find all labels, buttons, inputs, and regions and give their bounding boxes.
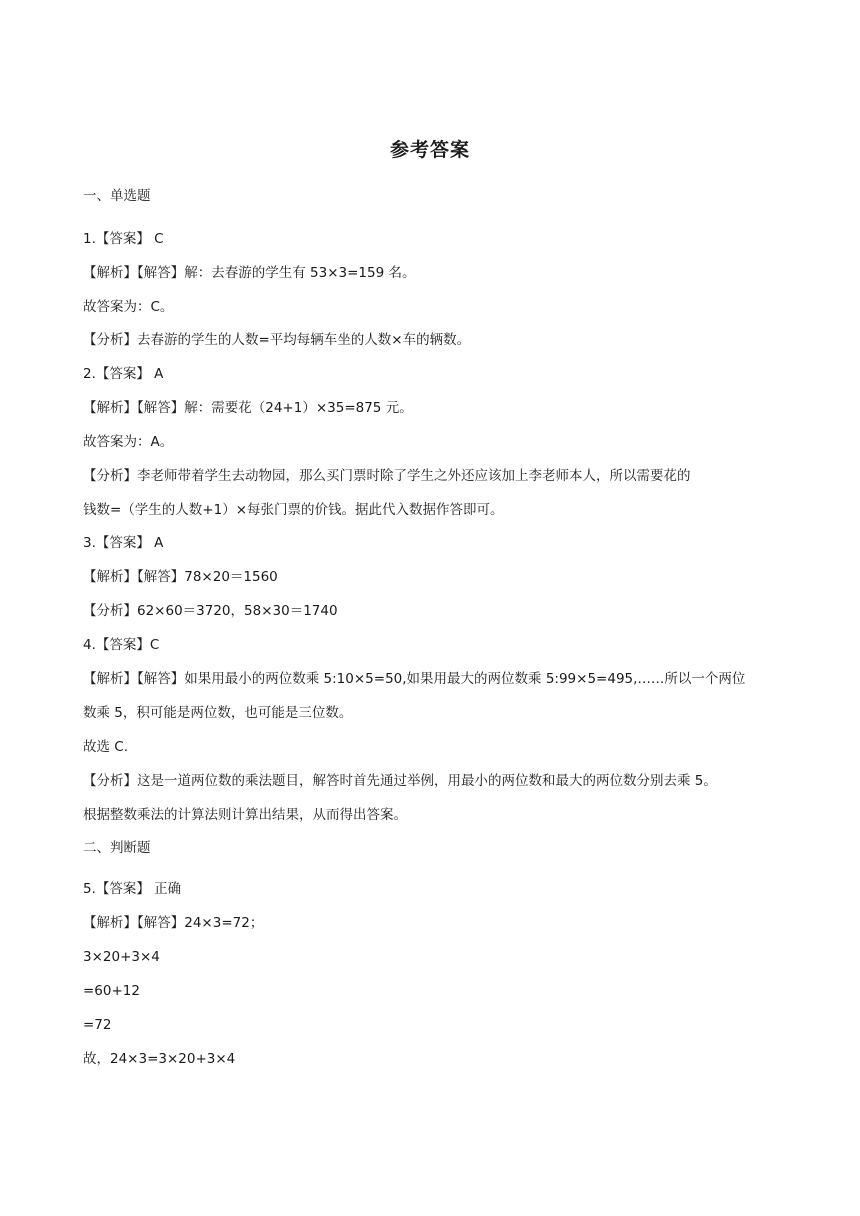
q2-analysis-line-2: 钱数=（学生的人数+1）×每张门票的价钱。据此代入数据作答即可。 — [83, 502, 504, 518]
q4-analysis-line-1: 【分析】这是一道两位数的乘法题目，解答时首先通过举例，用最小的两位数和最大的两位数分别去乘 5。 — [83, 773, 717, 789]
q3-explanation: 【解析】【解答】78×20＝1560 — [83, 569, 278, 585]
q2-analysis-line-1: 【分析】李老师带着学生去动物园，那么买门票时除了学生之外还应该加上李老师本人，所以需要花的 — [83, 468, 691, 484]
q4-explanation-line-2: 数乘 5，积可能是两位数，也可能是三位数。 — [83, 705, 353, 721]
q4-analysis-line-2: 根据整数乘法的计算法则计算出结果，从而得出答案。 — [83, 807, 407, 823]
q4-explanation-line-1: 【解析】【解答】如果用最小的两位数乘 5:10×5=50,如果用最大的两位数乘 5:99×5=495,……所以一个两位 — [83, 671, 746, 687]
q5-step-1: 3×20+3×4 — [83, 949, 160, 965]
q5-conclusion: 故，24×3=3×20+3×4 — [83, 1051, 236, 1067]
q1-conclusion: 故答案为：C。 — [83, 299, 174, 315]
q1-answer: 1.【答案】 C — [83, 231, 164, 247]
q1-analysis: 【分析】去春游的学生的人数=平均每辆车坐的人数×车的辆数。 — [83, 332, 471, 348]
section-heading-judgement: 二、判断题 — [83, 840, 151, 856]
q5-step-2: =60+12 — [83, 983, 140, 999]
q4-answer: 4.【答案】C — [83, 637, 160, 653]
page-title: 参考答案 — [389, 139, 470, 161]
q4-conclusion: 故选 C. — [83, 739, 129, 755]
q5-step-3: =72 — [83, 1017, 112, 1033]
q5-explanation: 【解析】【解答】24×3=72； — [83, 915, 264, 931]
q2-answer: 2.【答案】 A — [83, 366, 164, 382]
q3-answer: 3.【答案】 A — [83, 535, 164, 551]
section-heading-single-choice: 一、单选题 — [83, 188, 151, 204]
q5-answer: 5.【答案】 正确 — [83, 881, 182, 897]
q3-analysis: 【分析】62×60＝3720，58×30＝1740 — [83, 603, 338, 619]
q2-explanation: 【解析】【解答】解：需要花（24+1）×35=875 元。 — [83, 400, 413, 416]
q1-explanation: 【解析】【解答】解：去春游的学生有 53×3=159 名。 — [83, 265, 416, 281]
q2-conclusion: 故答案为：A。 — [83, 434, 174, 450]
